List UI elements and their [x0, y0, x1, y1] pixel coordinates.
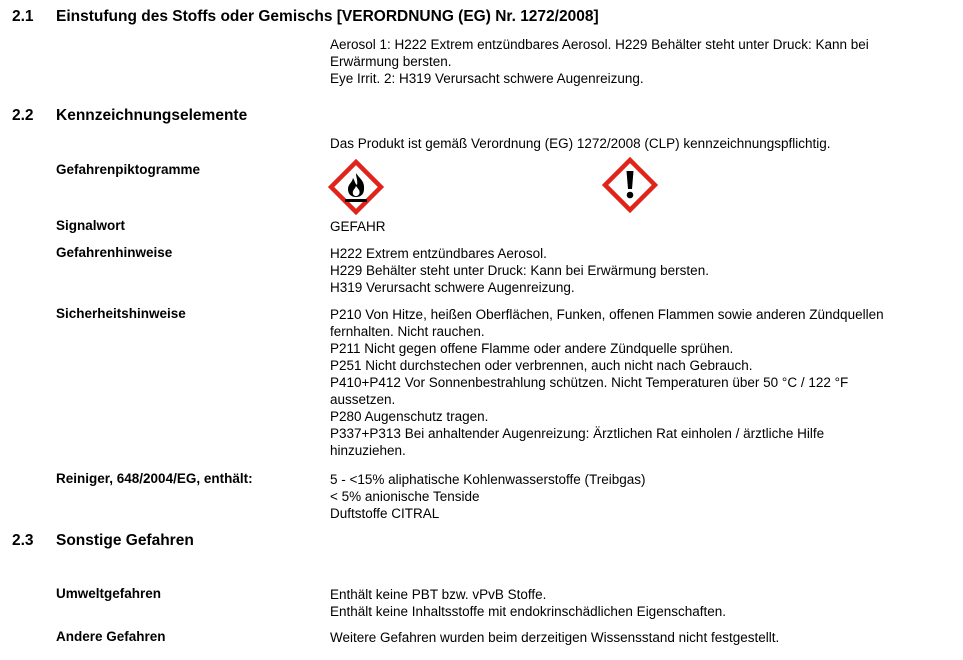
- section-number-2-2: 2.2: [12, 107, 34, 124]
- cleaner-line: Duftstoffe CITRAL: [330, 506, 440, 521]
- classification-line: Aerosol 1: H222 Extrem entzündbares Aerosol. H229 Behälter steht unter Druck: Kann bei: [330, 37, 869, 52]
- precaution-line: P280 Augenschutz tragen.: [330, 409, 489, 424]
- classification-text: [330, 36, 869, 87]
- other-hazards-label: Andere Gefahren: [56, 629, 166, 644]
- cleaner-line: 5 - <15% aliphatische Kohlenwasserstoffe (Treibgas): [330, 472, 646, 487]
- flame-icon: [328, 159, 384, 215]
- pictograms-label: Gefahrenpiktogramme: [56, 162, 201, 177]
- hazard-line: H222 Extrem entzündbares Aerosol.: [330, 246, 547, 261]
- section-title-2-3: Sonstige Gefahren: [56, 532, 194, 549]
- other-hazards-value: Weitere Gefahren wurden beim derzeitigen Wissensstand nicht festgestellt.: [330, 630, 780, 645]
- section-number-2-3: 2.3: [12, 532, 34, 549]
- section-title-2-1: Einstufung des Stoffs oder Gemischs [VERORDNUNG (EG) Nr. 1272/2008]: [56, 8, 599, 25]
- environmental-hazards-label: Umweltgefahren: [56, 586, 162, 601]
- precaution-line: P337+P313 Bei anhaltender Augenreizung: Ärztlichen Rat einholen / ärztliche Hilfe: [330, 426, 825, 441]
- section-number-2-1: 2.1: [12, 8, 34, 25]
- labelling-intro: Das Produkt ist gemäß Verordnung (EG) 1272/2008 (CLP) kennzeichnungspflichtig.: [330, 136, 831, 151]
- cleaner-contents: [330, 471, 646, 522]
- exclamation-icon: [602, 157, 658, 213]
- environmental-hazards: [330, 586, 726, 620]
- precaution-line: P251 Nicht durchstechen oder verbrennen, auch nicht nach Gebrauch.: [330, 358, 753, 373]
- precaution-line: P210 Von Hitze, heißen Oberflächen, Funken, offenen Flammen sowie anderen Zündquellen: [330, 307, 884, 322]
- classification-line: Erwärmung bersten.: [330, 54, 452, 69]
- precaution-line: P211 Nicht gegen offene Flamme oder andere Zündquelle sprühen.: [330, 341, 734, 356]
- signal-word-value: GEFAHR: [330, 219, 386, 234]
- precaution-line: aussetzen.: [330, 392, 396, 407]
- hazard-line: H229 Behälter steht unter Druck: Kann bei Erwärmung bersten.: [330, 263, 709, 278]
- section-title-2-2: Kennzeichnungselemente: [56, 107, 248, 124]
- signal-word-label: Signalwort: [56, 218, 126, 233]
- environmental-line: Enthält keine PBT bzw. vPvB Stoffe.: [330, 587, 547, 602]
- precautionary-statements-label: Sicherheitshinweise: [56, 306, 186, 321]
- precaution-line: fernhalten. Nicht rauchen.: [330, 324, 485, 339]
- environmental-line: Enthält keine Inhaltsstoffe mit endokrinschädlichen Eigenschaften.: [330, 604, 726, 619]
- hazard-statements: [330, 245, 709, 296]
- precautionary-statements: [330, 306, 884, 459]
- hazard-line: H319 Verursacht schwere Augenreizung.: [330, 280, 575, 295]
- precaution-line: P410+P412 Vor Sonnenbestrahlung schützen. Nicht Temperaturen über 50 °C / 122 °F: [330, 375, 849, 390]
- hazard-statements-label: Gefahrenhinweise: [56, 245, 173, 260]
- cleaner-line: < 5% anionische Tenside: [330, 489, 480, 504]
- precaution-line: hinzuziehen.: [330, 443, 406, 458]
- cleaner-contents-label: Reiniger, 648/2004/EG, enthält:: [56, 471, 253, 486]
- classification-line: Eye Irrit. 2: H319 Verursacht schwere Augenreizung.: [330, 71, 644, 86]
